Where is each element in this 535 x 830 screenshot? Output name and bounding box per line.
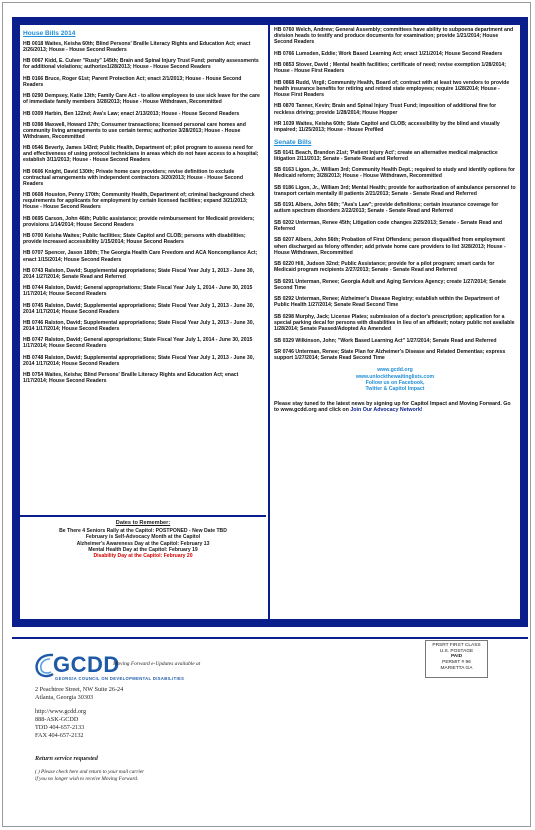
dates-title: Dates to Remember: bbox=[115, 520, 171, 526]
date-line: February is Self-Advocacy Month at the Capitol bbox=[85, 534, 201, 541]
stay-tuned-text: Please stay tuned to the latest news by signing up for Capitol Impact and Moving Forward. Go to www.gcdd.org and click on bbox=[274, 400, 511, 414]
bill-entry: HB 0608 Houston, Penny 170th; Community Health, Department of; criminal background check requirements for applicants for employment by certain licensed facilities; expand 3/21/2013; House - House Second Readers bbox=[23, 192, 255, 211]
join-network-link[interactable]: Join Our Advocacy Network! bbox=[350, 407, 423, 414]
logo-subtitle: GEORGIA COUNCIL ON DEVELOPMENTAL DISABILITIES bbox=[55, 676, 185, 681]
postage-line: PAID bbox=[450, 654, 463, 660]
fax-text: FAX 404-657-2132 bbox=[35, 732, 84, 739]
bill-entry: HB 0546 Beverly, James 143rd; Public Health, Department of; pilot program to assess need for and effectiveness of using protocol technicians in areas which do not have access to a hospital; establish 3/11/2013; House - House Second Readers bbox=[23, 145, 259, 164]
logo-wordmark: GCDD bbox=[53, 652, 120, 677]
bill-entry: HB 0166 Bruce, Roger 61st; Parent Protection Act; enact 2/1/2013; House - House Second Readers bbox=[23, 75, 242, 88]
bill-entry: HB 0309 Harbin, Ben 122nd; Ava's Law; enact 2/13/2013; House - House Second Readers bbox=[23, 110, 240, 117]
postage-line: MARIETTA GA bbox=[440, 665, 473, 671]
newsletter-content bbox=[20, 25, 520, 619]
check-line: ( ) Please check here and return to your mail carrier bbox=[35, 769, 145, 775]
footer-divider bbox=[12, 637, 528, 639]
bill-entry: HB 0745 Ralston, David; Supplemental appropriations; State Fiscal Year July 1, 2013 - June 30, 2014 1/17/2014; House Second Readers bbox=[23, 302, 255, 315]
bill-entry: HB 0067 Kidd, E. Culver "Rusty" 145th; Brain and Spinal Injury Trust Fund; penalty assessments for additional violations; authorize1/28/2013; House - House Second Readers bbox=[23, 58, 259, 71]
bill-entry: SR 0746 Unterman, Renee; State Plan for Alzheimer's Disease and Related Dementias; express support 1/27/2014; Senate Read Second Time bbox=[274, 349, 506, 362]
postage-indicia bbox=[425, 640, 488, 678]
gcdd-website-link[interactable]: www.gcdd.org bbox=[377, 367, 413, 374]
bill-entry: HB 0748 Ralston, David; Supplemental appropriations; State Fiscal Year July 1, 2013 - June 30, 2014 1/17/2014; House Second Readers bbox=[23, 354, 255, 367]
bill-entry: SB 0202 Unterman, Renee 45th; Litigation code changes 2/25/2013; Senate - Senate Read and Referred bbox=[274, 219, 502, 232]
house-bills-heading: House Bills 2014 bbox=[23, 30, 76, 37]
bill-entry: HB 0695 Carson, John 46th; Public assistance; provide reimbursement for Medicaid providers; provisions 1/14/2014; House Second Readers bbox=[23, 215, 255, 228]
waiting-lists-link[interactable]: www.unlockthewaitinglists.com bbox=[355, 373, 435, 380]
postage-line: U.S. POSTAGE bbox=[439, 648, 474, 654]
address-line: Atlanta, Georgia 30303 bbox=[35, 694, 94, 701]
right-column bbox=[268, 25, 520, 619]
bill-entry: SB 0191 Albers, John 56th; "Ava's Law"; provide definitions; certain insurance coverage for autism spectrum disorders 2/22/2013; Senate - Senate Read and Referred bbox=[274, 202, 499, 215]
bill-entry: HB 0398 Maxwell, Howard 17th; Consumer transactions; licensed personal care homes and community living arrangements to use certain terms; authorize 3/28/2013; House - House Withdrawn, Recommitted bbox=[23, 121, 246, 140]
bill-entry: HB 0853 Stover, David ; Mental health facilities; certificate of need; revise exemption 1/28/2014; House - House First Readers bbox=[274, 62, 506, 75]
senate-bills-heading: Senate Bills bbox=[274, 138, 312, 146]
date-line-disability-day: Disability Day at the Capitol: February 20 bbox=[93, 553, 193, 560]
moving-forward-note: Moving Forward e-Updates available at bbox=[113, 661, 201, 667]
bill-entry: HB 0760 Welch, Andrew; General Assembly; committees have ability to subpoena department and division heads to testify and produce documents for examination; provide 1/21/2014; House Second Readers bbox=[274, 27, 514, 46]
senate-bills-list bbox=[274, 150, 516, 362]
postage-line: PRSRT FIRST CLASS bbox=[432, 643, 481, 648]
bill-entry: SB 0186 Ligon, Jr., William 3rd; Mental Health; provide for authorization of ambulance personnel to transport certain mentally ill patients 2/21/2013; Senate - Senate Read and Referred bbox=[274, 184, 516, 197]
bill-entry: SB 0298 Murphy, Jack; License Plates; submission of a doctor's prescription; application for a special parking decal for persons with disabilities in lieu of an affidavit; notary public not available 1/28/2014; Senate Passed/Adopted As Amended bbox=[274, 313, 515, 333]
gcdd-logo bbox=[33, 652, 203, 688]
date-line: Alzheimer's Awareness Day at the Capitol: February 13 bbox=[76, 540, 210, 547]
bill-entry: SB 0141 Beach, Brandon 21st; 'Patient Injury Act'; create an alternative medical malpractice litigation 2/11/2013; Senate - Senate Read and Referred bbox=[274, 149, 498, 162]
stay-tuned-note bbox=[274, 401, 516, 414]
date-line: Mental Health Day at the Capitol: February 19 bbox=[88, 546, 198, 553]
website-text: http://www.gcdd.org bbox=[35, 708, 87, 715]
bill-entry: HB 0870 Tanner, Kevin; Brain and Spinal Injury Trust Fund; imposition of additional fine for reckless driving; provide 1/28/2014; House Hopper bbox=[274, 103, 497, 116]
bill-entry: HB 0766 Lumsden, Eddie; Work Based Learning Act; enact 1/21/2014; House Second Readers bbox=[274, 50, 503, 57]
house-bills-list bbox=[23, 41, 263, 384]
links-block bbox=[274, 367, 516, 393]
date-line: Be There 4 Seniors Rally at the Capitol: POSTPONED - New Date TBD bbox=[59, 528, 227, 534]
bill-entry: HB 0746 Ralston, David; Supplemental appropriations; State Fiscal Year July 1, 2013 - June 30, 2014 1/17/2014; House Second Readers bbox=[23, 319, 255, 332]
bill-entry: HB 0018 Waites, Keisha 60th; Blind Persons' Braille Literacy Rights and Education Act; enact 2/26/2013; House - House Second Readers bbox=[23, 41, 251, 54]
bill-entry: HB 0744 Ralston, David; General appropriations; State Fiscal Year July 1, 2014 - June 30, 2015 1/17/2014; House Second Readers bbox=[23, 285, 253, 298]
bill-entry: HB 0743 Ralston, David; Supplemental appropriations; State Fiscal Year July 1, 2013 - June 30, 2014 1/27/2014; Senate Read and Referred bbox=[23, 267, 255, 280]
bill-entry: HB 0290 Dempsey, Katie 13th; Family Care Act - to allow employees to use sick leave for the care of immediate family members 3/28/2013; House - House Withdrawn, Recommitted bbox=[23, 93, 260, 106]
bill-entry: SB 0292 Unterman, Renee; Alzheimer's Disease Registry; establish within the Department of Public Health 1/27/2014; Senate Read Second Time bbox=[274, 296, 500, 309]
return-address bbox=[35, 686, 123, 740]
social-follow-text: Follow us on Facebook, bbox=[365, 380, 425, 387]
bill-entry: HB 0868 Rudd, Virgil; Community Health, Board of; contract with at least two vendors to provide health insurance benefits for retiring and retired state employees; require 1/28/2014; House - House First Readers bbox=[274, 79, 510, 98]
bill-entry: HB 0606 Knight, David 130th; Private home care providers; revise definition to exclude contractual arrangements with independent contractors 3/20/2013; House - House Second Readers bbox=[23, 168, 243, 187]
bill-entry: HB 0754 Waites, Keisha; Blind Persons' Braille Literacy Rights and Education Act; enact 1/17/2014; House Second Readers bbox=[23, 372, 239, 385]
bill-entry: HR 1039 Waites, Keisha 60th; State Capitol and CLOB; accessibility by the blind and visually impaired; 11/25/2013; House - House Prefiled bbox=[274, 120, 500, 134]
bill-entry: SB 0291 Unterman, Renee; Georgia Adult and Aging Services Agency; create 1/27/2014; Senate Second Time bbox=[274, 278, 506, 291]
return-service-requested: Return service requested bbox=[35, 755, 98, 762]
bill-entry: SB 0163 Ligon, Jr., William 3rd; Community Health Dept.; required to study and identify options for Medicaid reform; 3/28/2013; House - House Withdrawn, Recommitted bbox=[274, 167, 516, 180]
address-line: 2 Peachtree Street, NW Suite 26-24 bbox=[35, 686, 124, 693]
bill-entry: HB 0707 Spencer, Jason 180th; The Georgia Health Care Freedom and ACA Noncompliance Act; enact 1/15/2014; House Second Readers bbox=[23, 250, 258, 263]
bill-entry: HB 0747 Ralston, David; General appropriations; State Fiscal Year July 1, 2014 - June 30, 2015 1/17/2014; House Second Readers bbox=[23, 337, 253, 350]
postage-line: PERMIT # 96 bbox=[442, 660, 471, 666]
tdd-text: TDD 404-657-2133 bbox=[35, 724, 85, 731]
check-line: if you no longer wish to receive Moving Forward. bbox=[35, 776, 139, 783]
social-follow-text-2: Twitter & Capitol Impact bbox=[365, 386, 425, 393]
bill-entry: SB 0329 Wilkinson, John; "Work Based Learning Act" 1/27/2014; Senate Read and Referred bbox=[274, 337, 497, 344]
house-bills-continued bbox=[274, 27, 516, 133]
bill-entry: SB 0207 Albers, John 56th; Probation of First Offenders; person disqualified from employment when discharged as felony offender; add private home care providers to list 3/28/2013; House - House Withdrawn, Recommitted bbox=[274, 237, 506, 256]
newsletter-panel bbox=[12, 17, 528, 627]
phone-text: 888-ASK-GCDD bbox=[35, 716, 79, 723]
bill-entry: HB 0700 Keisha Waites; Public facilities; State Capitol and CLOB; persons with disabilities; provide increased accessibility 1/15/2014; House Second Readers bbox=[23, 233, 246, 246]
dates-to-remember bbox=[20, 515, 266, 619]
bill-entry: SB 0220 Hill, Judson 32nd; Public Assistance; provide for a pilot program; smart cards for Medicaid program recipients 2/27/2013; Senate - Senate Read and Referred bbox=[274, 261, 495, 274]
unsubscribe-check bbox=[35, 769, 144, 783]
